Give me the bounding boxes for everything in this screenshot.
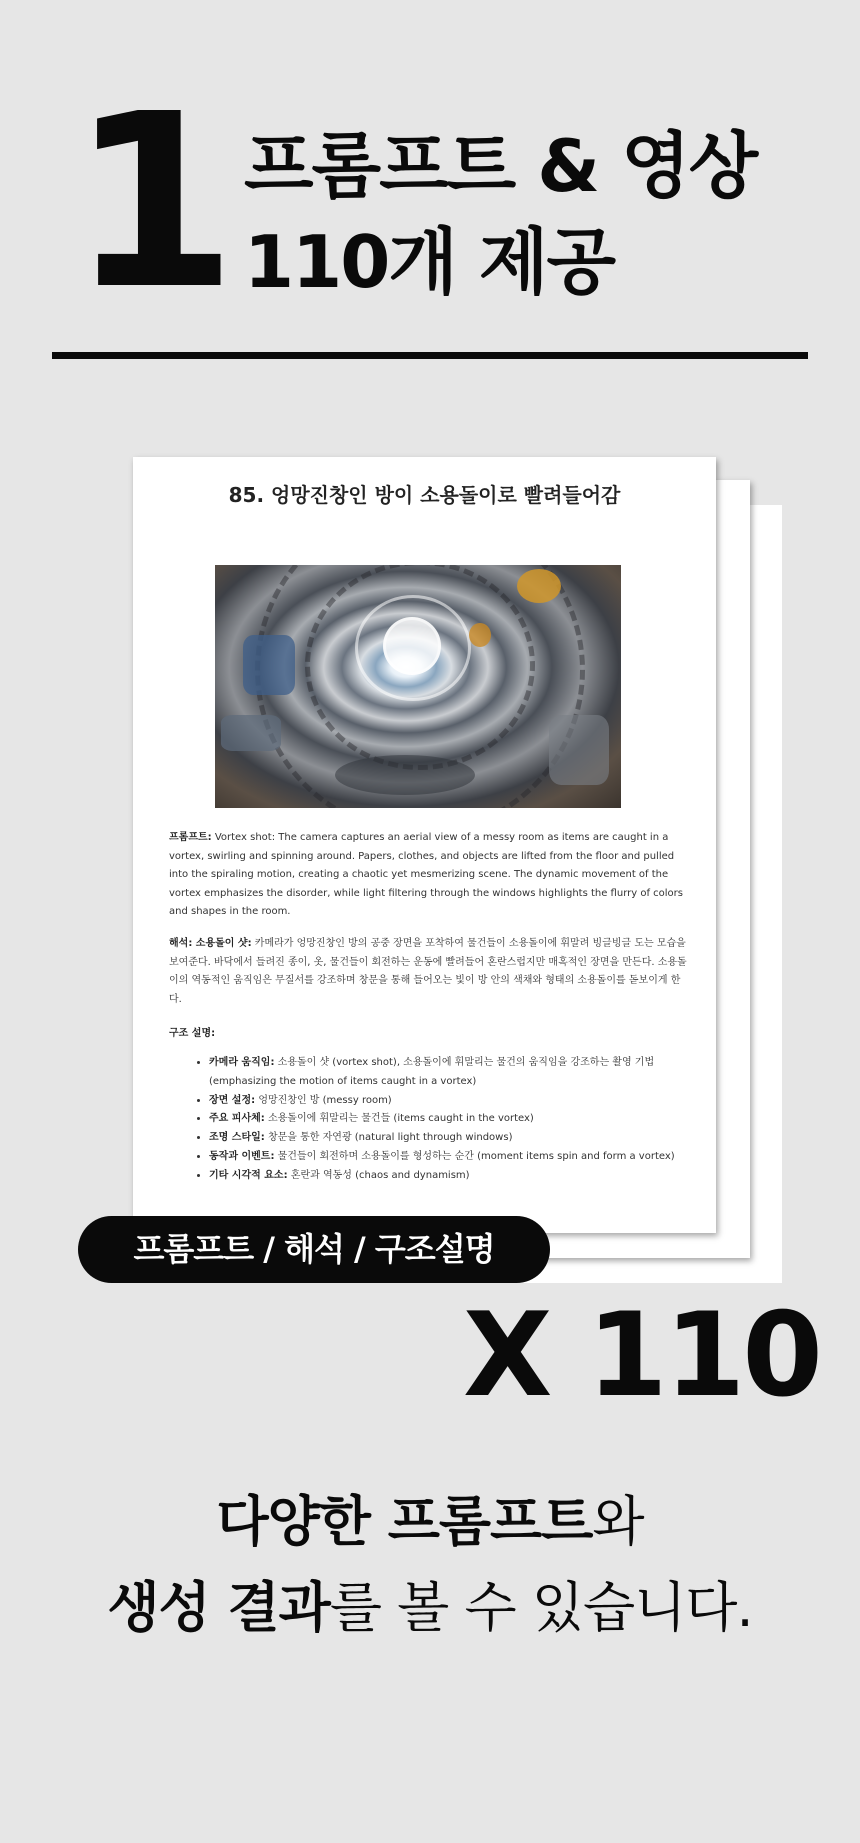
tagline-line-1 <box>0 1490 860 1555</box>
count-multiplier: X 110 <box>463 1288 820 1423</box>
list-item: • 기타 시각적 요소: 혼란과 역동성 (chaos and dynamism) <box>209 1167 709 1186</box>
section-number: 1 <box>70 62 231 342</box>
interpretation-text: 카메라가 엉망진창인 방의 공중 장면을 포착하여 물건들이 소용돌이에 휘말려 빙글빙글 도는 모습을 보여준다. 바닥에서 들려진 종이, 옷, 물건들이 회전하는 운동에 빨려들어 혼란스럽지만 매혹적인 장면을 만든다. 소용돌이의 역동적인 움직임은 무질서를 강조하며 창문을 통해 들어오는 빛이 방 안의 색채와 형태의 소용돌이를 돋보이게 한다. <box>169 938 687 1005</box>
tagline-line-1-normal: 와 <box>592 1490 644 1553</box>
interpretation-label: 해석: 소용돌이 샷: <box>169 938 252 949</box>
vortex-room-image <box>215 565 621 808</box>
list-item: • 동작과 이벤트: 물건들이 회전하며 소용돌이를 형성하는 순간 (moment items spin and form a vortex) <box>209 1148 709 1167</box>
interpretation-paragraph <box>169 935 689 1009</box>
document-page <box>133 457 716 1233</box>
tagline-line-1-bold: 다양한 프롬프트 <box>216 1490 593 1553</box>
document-title: 85. 엉망진창인 방이 소용돌이로 빨려들어감 <box>228 483 621 507</box>
structure-list <box>187 1054 709 1186</box>
headline-line-1: 프롬프트 & 영상 <box>244 124 757 208</box>
tagline-line-2-bold: 생성 결과 <box>107 1576 330 1639</box>
list-item: • 조명 스타일: 창문을 통한 자연광 (natural light through windows) <box>209 1129 709 1148</box>
content-type-badge: 프롬프트 / 해석 / 구조설명 <box>78 1216 550 1283</box>
structure-heading: 구조 설명: <box>169 1028 216 1039</box>
tagline-line-2 <box>0 1576 860 1641</box>
prompt-label: 프롬프트: <box>169 832 212 843</box>
tagline-line-2-normal: 를 볼 수 있습니다. <box>329 1576 753 1639</box>
list-item: • 장면 설정: 엉망진창인 방 (messy room) <box>209 1092 709 1111</box>
section-headline <box>244 118 756 310</box>
prompt-text: Vortex shot: The camera captures an aerial view of a messy room as items are caught in a vortex, swirling and spinning around. Papers, clothes, and objects are lifted from the floor and pulled into the spiraling motion, creating a chaotic yet mesmerizing scene. The dynamic movement of the vortex emphasizes the disorder, while light filtering through the windows highlights the flurry of colors and shapes in the room. <box>169 832 683 917</box>
list-item: • 카메라 움직임: 소용돌이 샷 (vortex shot), 소용돌이에 휘말리는 물건의 움직임을 강조하는 촬영 기법 (emphasizing the motion of items caught in a vortex) <box>209 1054 709 1092</box>
prompt-paragraph <box>169 829 689 922</box>
header-divider <box>52 352 808 359</box>
list-item: • 주요 피사체: 소용돌이에 휘말리는 물건들 (items caught in the vortex) <box>209 1110 709 1129</box>
headline-line-2: 110개 제공 <box>244 220 615 304</box>
